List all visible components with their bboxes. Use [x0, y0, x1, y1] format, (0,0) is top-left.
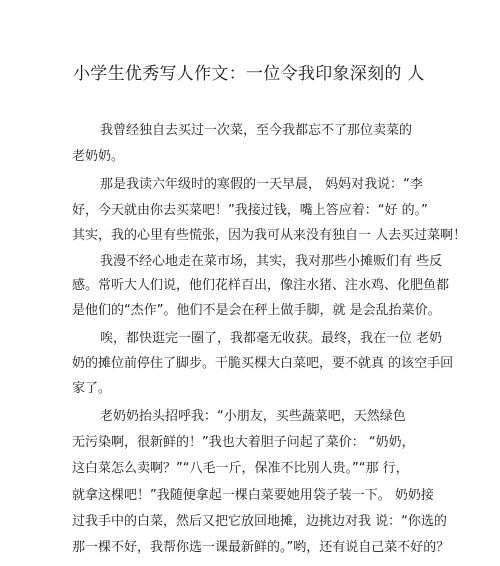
paragraph-line: 这白菜怎么卖啊？”“八毛一斤，保准不比别人贵。”“那 行， [72, 461, 409, 476]
paragraph-line: 感。常听大人们说，他们花样百出，像注水猪、注水鸡、化肥鱼都 [72, 278, 450, 293]
paragraph-line: 我曾经独自去买过一次菜，至今我都忘不了那位卖菜的 [100, 123, 413, 138]
paragraph-line: 好，今天就由你去买菜吧！”我接过钱，嘴上答应着：“好 的。” [72, 203, 428, 218]
paragraph-line: 家了。 [72, 381, 112, 396]
paragraph-line: 是他们的“杰作”。他们不是会在秤上做手脚，就 是会乱抬菜价。 [72, 303, 441, 318]
paragraph-line: 其实，我的心里有些慌张，因为我可从来没有独自一 人去买过菜啊！ [72, 228, 467, 243]
paragraph-line: 无污染啊，很新鲜的！”我也大着胆子问起了菜价： “奶奶， [72, 435, 415, 450]
paragraph-line: 就拿这棵吧！”我随便拿起一棵白菜要她用袋子装一下。 奶奶接 [72, 488, 434, 503]
document-title: 小学生优秀写人作文：一位令我印象深刻的 人 [73, 64, 425, 84]
paragraph-line: 过我手中的白菜，然后又把它放回地摊，边挑边对我 说：“你选的 [72, 514, 447, 529]
paragraph-line: 唉，都快逛完一圈了，我都毫无收获。最终，我在一位 老奶 [100, 331, 443, 346]
paragraph-line: 奶的摊位前停住了脚步。干脆买棵大白菜吧，要不就真 的该空手回 [72, 356, 454, 371]
paragraph-line: 那一棵不好，我帮你选一课最新鲜的。”哟，还有说自己菜不好的？ [72, 540, 450, 555]
paragraph-line: 老奶奶抬头招呼我：“小朋友，买些蔬菜吧，天然绿色 [100, 409, 406, 424]
paragraph-line: 那是我读六年级时的寒假的一天早晨， 妈妈对我说：“李 [100, 177, 423, 192]
paragraph-line: 老奶奶。 [72, 149, 125, 164]
paragraph-line: 我漫不经心地走在菜市场，其实，我对那些小摊贩们有 些反 [100, 254, 443, 269]
